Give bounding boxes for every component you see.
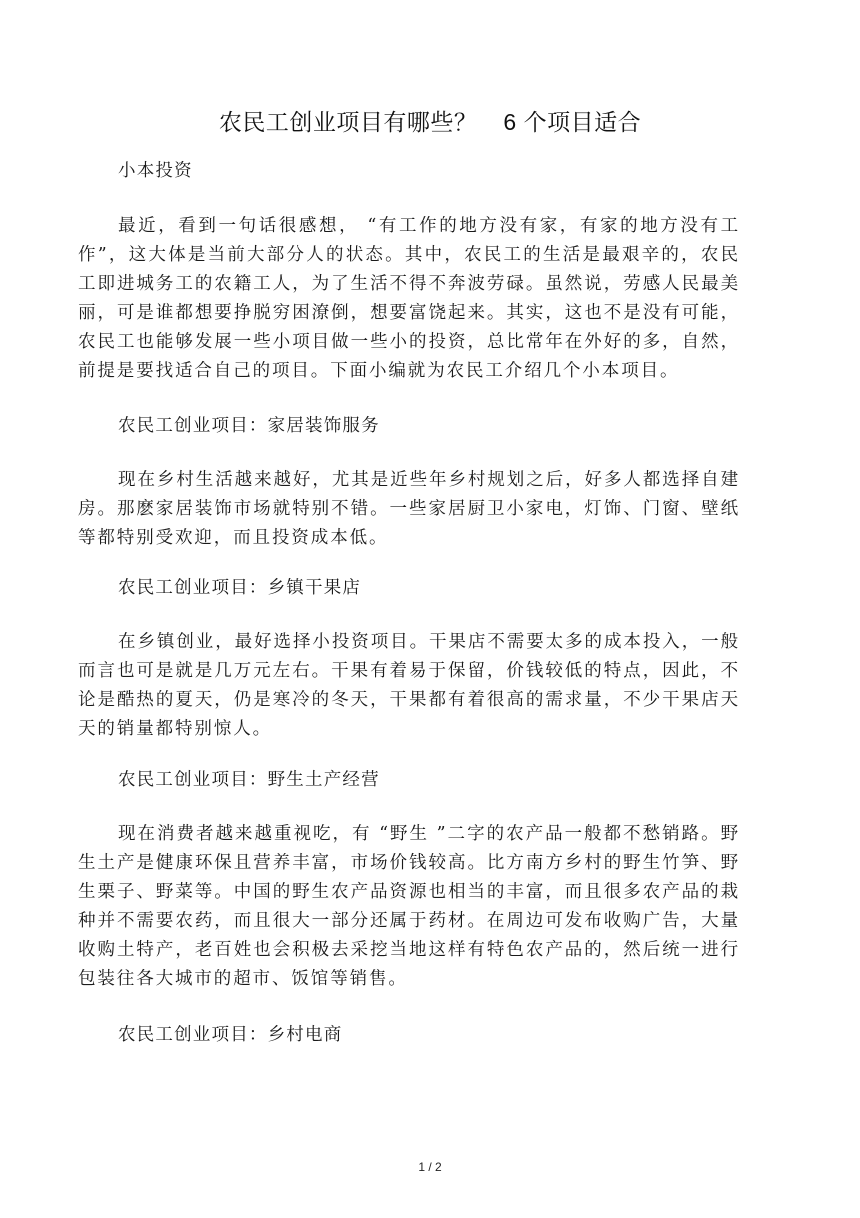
dried-fruit-paragraph [78,628,740,744]
title-main: 农民工创业项目有哪些？ [218,110,478,136]
paragraph-text: 现在消费者越来越重视吃，有 “野生 ”二字的农产品一般都不愁销路。野生土产是健康环保且营养丰富，市场价钱较高。比方南方乡村的野生竹笋、野生栗子、野菜等。中国的野生农产品资源也相当的丰富，而且很多农产品的栽种并不需要农药，而且很大一部分还属于药材。在周边可发布收购广告，大量收购土特产，老百姓也会积极去采挖当地这样有特色农产品的，然后统一进行包装往各大城市的超市、饭馆等销售。 [78,824,740,989]
section-heading-wild-produce: 农民工创业项目：野生土产经营 [118,770,380,790]
paragraph-text: 现在乡村生活越来越好，尤其是近些年乡村规划之后，好多人都选择自建房。那麽家居装饰市场就特别不错。一些家居厨卫小家电，灯饰、门窗、壁纸等都特别受欢迎，而且投资成本低。 [78,470,740,548]
title-suffix: 6 个项目适合 [503,109,642,135]
paragraph-text: 最近，看到一句话很感想， “有工作的地方没有家，有家的地方没有工作”，这大体是当前大部分人的状态。其中，农民工的生活是最艰辛的，农民工即进城务工的农籍工人，为了生活不得不奔波劳碌。虽然说，劳感人民最美丽，可是谁都想要挣脱穷困潦倒，想要富饶起来。其实，这也不是没有可能，农民工也能够发展一些小项目做一些小的投资，总比常年在外好的多，自然，前提是要找适合自己的项目。下面小编就为农民工介绍几个小本项目。 [78,216,740,381]
paragraph-text: 在乡镇创业，最好选择小投资项目。干果店不需要太多的成本投入，一般而言也可是就是几万元左右。干果有着易于保留，价钱较低的特点，因此，不论是酷热的夏天，仍是寒冷的冬天，干果都有着很高的需求量，不少干果店天天的销量都特别惊人。 [78,632,740,739]
subtitle: 小本投资 [118,161,193,181]
intro-paragraph [78,212,740,386]
page-number: 1 / 2 [418,1160,442,1174]
section-heading-rural-ecommerce: 农民工创业项目：乡村电商 [118,1025,343,1045]
section-heading-dried-fruit-shop: 农民工创业项目：乡镇干果店 [118,578,362,598]
home-decoration-paragraph [78,466,740,553]
section-heading-home-decoration: 农民工创业项目：家居装饰服务 [118,416,380,436]
wild-produce-paragraph [78,820,740,994]
document-title [0,108,860,137]
